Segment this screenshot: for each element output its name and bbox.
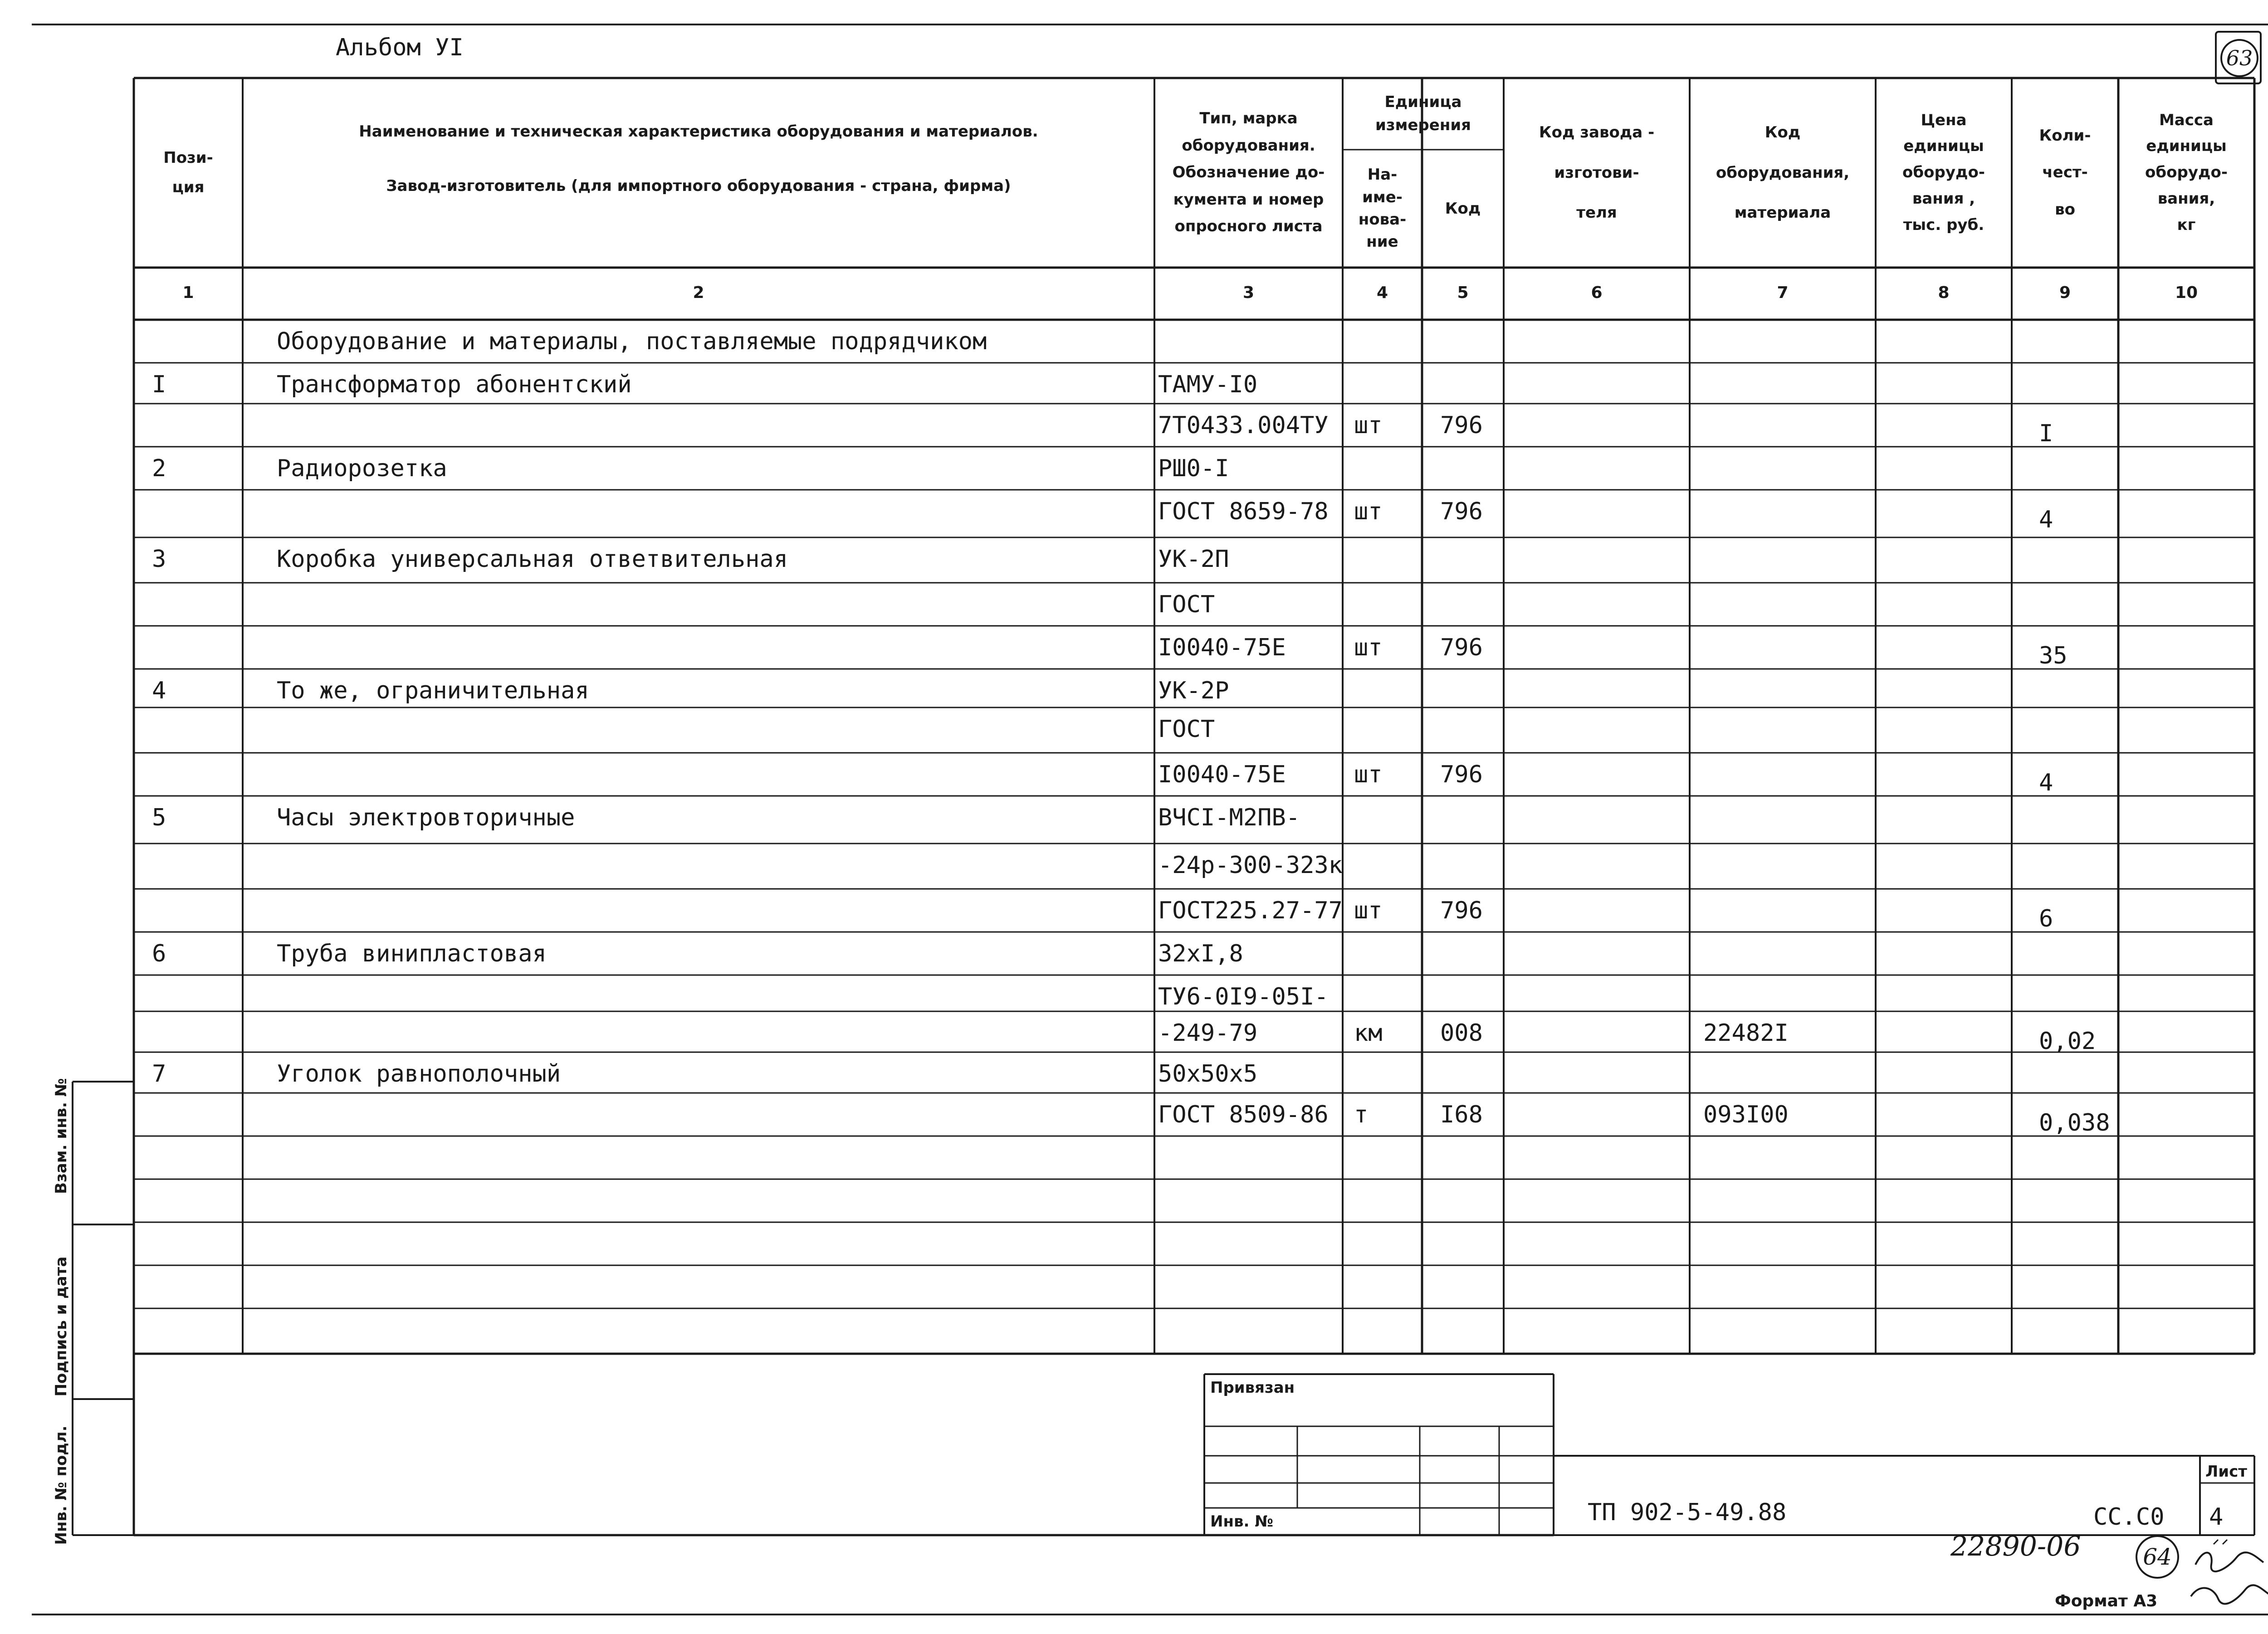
stamp-sheet-label: Лист <box>2205 1463 2247 1481</box>
type-cell: ТУ6-0I9-05I- <box>1158 983 1329 1010</box>
circled-mark <box>2136 1535 2179 1579</box>
position-cell: 4 <box>152 677 166 704</box>
column-number: 5 <box>1457 283 1469 302</box>
circled-mark-text: 64 <box>2143 1544 2172 1570</box>
table-row <box>0 975 2268 1011</box>
unit-code-cell: 796 <box>1440 412 1483 439</box>
unit-code-cell: 796 <box>1440 761 1483 788</box>
unit-code-cell: 796 <box>1440 498 1483 525</box>
type-cell: УК-2Р <box>1158 677 1229 704</box>
table-row <box>0 889 2268 932</box>
type-cell: ВЧСI-М2ПВ- <box>1158 804 1300 831</box>
table-row <box>0 1179 2268 1222</box>
column-number: 2 <box>693 283 704 302</box>
type-cell: ГОСТ <box>1158 716 1215 743</box>
header-type: Тип, марка оборудования. Обозначение до- кумента и номер опросного листа <box>1172 109 1325 236</box>
type-cell: 50х50х5 <box>1158 1060 1258 1088</box>
unit-code-cell: I68 <box>1440 1101 1483 1128</box>
quantity-cell: 0,02 <box>2039 1028 2096 1055</box>
unit-name-cell: шт <box>1354 761 1383 788</box>
position-cell: 2 <box>152 455 166 482</box>
position-cell: 7 <box>152 1060 166 1088</box>
unit-name-cell: шт <box>1354 498 1383 525</box>
table-row <box>0 583 2268 626</box>
column-number: 3 <box>1242 283 1255 302</box>
side-label-inv-original: Инв. № подл. <box>52 1425 70 1545</box>
page-mark-text: 63 <box>2226 46 2253 70</box>
table-row <box>0 1136 2268 1179</box>
header-quantity: Коли- чест- во <box>2039 126 2091 219</box>
unit-name-cell: шт <box>1354 897 1383 924</box>
type-cell: ГОСТ225.27-77 <box>1158 897 1343 924</box>
side-label-signature-date: Подпись и дата <box>52 1256 70 1397</box>
archive-number: 22890-06 <box>1950 1531 2081 1562</box>
stamp-section: СС.С0 <box>2093 1503 2165 1531</box>
header-material-code: Код оборудования, материала <box>1716 123 1850 222</box>
name-cell: Радиорозетка <box>277 455 447 482</box>
stamp-doc-code: ТП 902-5-49.88 <box>1588 1499 1787 1526</box>
unit-name-cell: шт <box>1354 412 1383 439</box>
type-cell: РШ0-I <box>1158 455 1229 482</box>
quantity-cell: 4 <box>2039 506 2053 533</box>
table-row <box>0 796 2268 844</box>
name-cell: Трансформатор абонентский <box>277 371 632 398</box>
unit-name-cell: шт <box>1354 634 1383 661</box>
position-cell: 6 <box>152 940 166 967</box>
table-row <box>0 404 2268 447</box>
table-row <box>0 1093 2268 1136</box>
table-row <box>0 447 2268 490</box>
name-cell: Коробка универсальная ответвительная <box>277 546 788 573</box>
quantity-cell: 35 <box>2039 642 2068 669</box>
table-row <box>0 320 2268 363</box>
material-code-cell: 093I00 <box>1703 1101 1789 1128</box>
unit-code-cell: 008 <box>1440 1019 1483 1047</box>
table-row <box>0 1011 2268 1055</box>
table-row <box>0 1052 2268 1093</box>
name-cell: Оборудование и материалы, поставляемые подрядчиком <box>277 328 987 355</box>
table-row <box>0 844 2268 889</box>
position-cell: 5 <box>152 804 166 831</box>
header-unit-mass: Масса единицы оборудо- вания, кг <box>2145 111 2228 234</box>
column-number: 9 <box>2059 283 2071 302</box>
table-row <box>0 1265 2268 1308</box>
album-title: Альбом УI <box>336 34 464 61</box>
column-number: 10 <box>2175 283 2198 302</box>
column-number: 6 <box>1591 283 1603 302</box>
table-row <box>0 669 2268 707</box>
side-label-replace-inv: Взам. инв. № <box>52 1078 70 1194</box>
type-cell: 7Т0433.004ТУ <box>1158 412 1329 439</box>
quantity-cell: 0,038 <box>2039 1109 2110 1136</box>
table-row <box>0 626 2268 669</box>
type-cell: -249-79 <box>1158 1019 1258 1047</box>
header-name-line2: Завод-изготовитель (для импортного оборудования - страна, фирма) <box>386 176 1011 195</box>
material-code-cell: 22482I <box>1703 1019 1789 1047</box>
stamp-sheet-number: 4 <box>2209 1503 2224 1531</box>
type-cell: ГОСТ <box>1158 591 1215 618</box>
column-number: 1 <box>182 283 194 302</box>
type-cell: ГОСТ 8509-86 <box>1158 1101 1329 1128</box>
header-unit-group: Единица измерения <box>1375 93 1471 134</box>
type-cell: I0040-75Е <box>1158 761 1286 788</box>
table-row <box>0 932 2268 975</box>
header-plant-code: Код завода - изготови- теля <box>1539 123 1655 222</box>
header-name-line1: Наименование и техническая характеристика оборудования и материалов. <box>359 122 1038 141</box>
header-unit-price: Цена единицы оборудо- вания , тыс. руб. <box>1902 111 1985 234</box>
type-cell: 32хI,8 <box>1158 940 1243 967</box>
header-unit-code: Код <box>1445 199 1481 218</box>
type-cell: -24р-300-323к <box>1158 852 1343 879</box>
column-number: 4 <box>1376 283 1388 302</box>
type-cell: ГОСТ 8659-78 <box>1158 498 1329 525</box>
type-cell: ТАМУ-I0 <box>1158 371 1258 398</box>
quantity-cell: 6 <box>2039 905 2053 932</box>
stamp-privyazan: Привязан <box>1210 1379 1295 1397</box>
table-row <box>0 537 2268 583</box>
position-cell: 3 <box>152 546 166 573</box>
signature-scribble <box>2186 1537 2268 1614</box>
table-row <box>0 363 2268 404</box>
type-cell: I0040-75Е <box>1158 634 1286 661</box>
table-row <box>0 707 2268 753</box>
header-position: Пози- ция <box>163 149 213 196</box>
unit-code-cell: 796 <box>1440 897 1483 924</box>
unit-name-cell: т <box>1354 1101 1369 1128</box>
name-cell: Уголок равнополочный <box>277 1060 561 1088</box>
stamp-inv-no: Инв. № <box>1210 1512 1274 1531</box>
column-number: 7 <box>1777 283 1789 302</box>
quantity-cell: 4 <box>2039 769 2053 796</box>
table-row <box>0 490 2268 537</box>
quantity-cell: I <box>2039 420 2053 447</box>
position-cell: I <box>152 371 166 398</box>
type-cell: УК-2П <box>1158 546 1229 573</box>
table-row <box>0 753 2268 796</box>
name-cell: Часы электровторичные <box>277 804 575 831</box>
table-row <box>0 1308 2268 1354</box>
name-cell: Труба винипластовая <box>277 940 547 967</box>
header-unit-name: На- име- нова- ние <box>1358 166 1407 251</box>
name-cell: То же, ограничительная <box>277 677 589 704</box>
unit-code-cell: 796 <box>1440 634 1483 661</box>
format-label: Формат А3 <box>2055 1592 2158 1610</box>
column-number: 8 <box>1938 283 1950 302</box>
table-row <box>0 1222 2268 1265</box>
unit-name-cell: км <box>1354 1019 1383 1047</box>
